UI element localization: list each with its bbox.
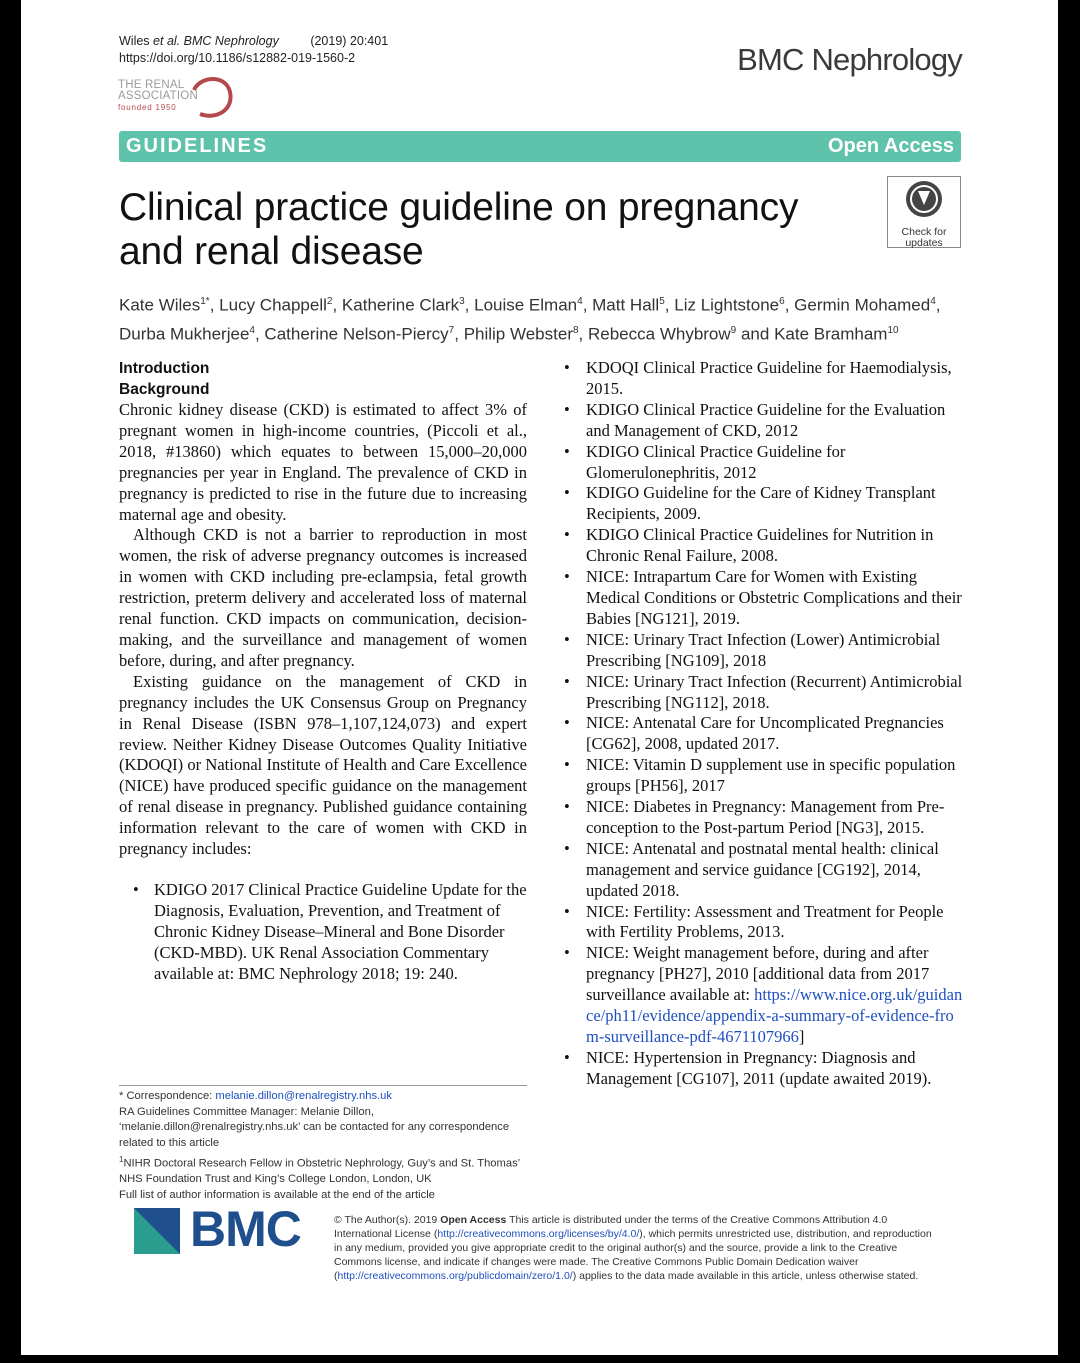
author[interactable]: Kate Wiles xyxy=(119,295,201,315)
guideline-list-right xyxy=(564,358,964,1090)
check-updates-line2: updates xyxy=(905,237,943,249)
list-item: • NICE: Urinary Tract Infection (Recurrent) Antimicrobial Prescribing [NG112], 2018. xyxy=(564,672,964,714)
citation-header xyxy=(119,33,388,67)
footnote-affiliation: NIHR Doctoral Research Fellow in Obstetric Nephrology, Guy’s and St. Thomas’ NHS Foundation Trust and King’s College London, London, UK xyxy=(119,1157,520,1186)
list-item: • KDIGO Clinical Practice Guideline for the Evaluation and Management of CKD, 2012 xyxy=(564,400,964,442)
author[interactable]: Lucy Chappell xyxy=(219,295,327,315)
author[interactable]: Germin Mohamed xyxy=(794,295,931,315)
author[interactable]: Philip Webster xyxy=(463,324,573,344)
renal-swoosh-icon xyxy=(188,76,238,122)
list-item: • KDIGO Clinical Practice Guideline for Glomerulonephritis, 2012 xyxy=(564,442,964,484)
license-text: © The Author(s). 2019 Open Access This article is distributed under the terms of the Creative Commons Attribution 4.0 International License (http://creativecommons.org/licenses/by/4.0/), which permits unrestricted use, distribution, and reproduction in any medium, provided you give appropriate credit to the original author(s) and the source, provide a link to the Creative Commons license, and indicate if changes were made. The Creative Commons Public Domain Dedication waiver (http://creativecommons.org/publicdomain/zero/1.0/) applies to the data made available in this article, unless otherwise stated. xyxy=(334,1214,932,1282)
list-item: • NICE: Antenatal and postnatal mental health: clinical management and service guidance [CG192], 2014, updated 2018. xyxy=(564,839,964,902)
citation-journal: BMC Nephrology xyxy=(183,34,279,48)
bmc-logo-text: BMC xyxy=(190,1201,301,1257)
author[interactable]: Kate Bramham xyxy=(774,324,888,344)
intro-body xyxy=(119,400,527,860)
list-item: • NICE: Urinary Tract Infection (Lower) Antimicrobial Prescribing [NG109], 2018 xyxy=(564,630,964,672)
society-line1: THE RENAL xyxy=(118,79,185,91)
author[interactable]: Liz Lightstone xyxy=(674,295,780,315)
citation-authors: Wiles xyxy=(119,34,150,48)
bmc-logo xyxy=(134,1201,301,1259)
bmc-logo-icon xyxy=(134,1208,180,1254)
author[interactable]: Catherine Nelson-Piercy xyxy=(264,324,449,344)
article-type: GUIDELINES xyxy=(126,135,269,157)
guideline-list-left xyxy=(119,880,527,985)
section-heading: Introduction xyxy=(119,360,210,377)
list-item: • KDIGO Clinical Practice Guidelines for Nutrition in Chronic Renal Failure, 2008. xyxy=(564,525,964,567)
list-item: • KDIGO 2017 Clinical Practice Guideline Update for the Diagnosis, Evaluation, Prevention, and Treatment of Chronic Kidney Disease–Mineral and Bone Disorder (CKD-MBD). UK Renal Association Commentary available at: BMC Nephrology 2018; 19: 240. xyxy=(119,880,527,985)
article-title: Clinical practice guideline on pregnancy and renal disease xyxy=(119,186,799,273)
citation-year: (2019) 20:401 xyxy=(310,34,389,48)
citation-etal: et al. xyxy=(153,34,181,48)
authors-and: and xyxy=(740,324,770,344)
author[interactable]: Durba Mukherjee xyxy=(119,324,250,344)
article-page xyxy=(21,0,1058,1355)
surveillance-link[interactable]: https://www.nice.org.uk/guidance/ph11/evidence/appendix-a-summary-of-evidence-from-surveillance-pdf-4671107966 xyxy=(586,985,963,1046)
list-item: • NICE: Diabetes in Pregnancy: Management from Pre-conception to the Post-partum Period [NG3], 2015. xyxy=(564,797,964,839)
journal-name: BMC Nephrology xyxy=(737,42,962,77)
list-item: • NICE: Vitamin D supplement use in specific population groups [PH56], 2017 xyxy=(564,755,964,797)
right-column xyxy=(564,358,964,1090)
license-link[interactable]: http://creativecommons.org/licenses/by/4.0/ xyxy=(437,1228,640,1240)
footnote-line: RA Guidelines Committee Manager: Melanie Dillon, ‘melanie.dillon@renalregistry.nhs.uk’ can be contacted for any correspondence related to this article xyxy=(119,1105,510,1150)
check-updates-line1: Check for xyxy=(901,226,947,238)
renal-association-logo xyxy=(118,80,198,114)
list-item: • KDOQI Clinical Practice Guideline for Haemodialysis, 2015. xyxy=(564,358,964,400)
society-line2: ASSOCIATION xyxy=(118,90,198,102)
paragraph: Although CKD is not a barrier to reproduction in most women, the risk of adverse pregnancy outcomes is increased in women with CKD including pre-eclampsia, fetal growth restriction, preterm delivery and accelerated loss of maternal renal function. CKD impacts on communication, decision-making, and the surveillance and management of women before, during, and after pregnancy. xyxy=(119,525,527,670)
footnote-full-list: Full list of author information is available at the end of the article xyxy=(119,1188,435,1201)
list-item: • NICE: Weight management before, during and after pregnancy [PH27], 2010 [additional data from 2017 surveillance available at: https://www.nice.org.uk/guidance/ph11/evidence/appendix-a-summary-of-evidence-from-surveillance-pdf-4671107966] xyxy=(564,943,964,1048)
check-for-updates-button[interactable] xyxy=(887,176,961,248)
footnotes: * Correspondence: melanie.dillon@renalregistry.nhs.uk RA Guidelines Committee Manager: Melanie Dillon, ‘melanie.dillon@renalregistry.nhs.uk’ can be contacted for any correspondence related to this article $^1$NIHR Doctoral Research Fellow in Obstetric Nephrology, Guy’s and St. Thomas’ NHS Foundation Trust and King’s College London, London, UK Full list of author information is available at the end of the article xyxy=(119,1085,527,1204)
society-line3: founded 1950 xyxy=(118,103,177,112)
author-list: Kate Wiles$^{1*}$, Lucy Chappell$^2$, Katherine Clark$^3$, Louise Elman$^4$, Matt Hall$^5$, Liz Lightstone$^6$, Germin Mohamed$^4$, Durba Mukherjee$^4$, Catherine Nelson-Piercy$^7$, Philip Webster$^8$, Rebecca Whybrow$^9$ and Kate Bramham$^{10}$ xyxy=(119,295,941,344)
correspondence-email[interactable]: melanie.dillon@renalregistry.nhs.uk xyxy=(215,1090,392,1102)
author[interactable]: Louise Elman xyxy=(474,295,578,315)
author[interactable]: Rebecca Whybrow xyxy=(588,324,731,344)
public-domain-link[interactable]: http://creativecommons.org/publicdomain/zero/1.0/ xyxy=(337,1270,573,1282)
subsection-heading: Background xyxy=(119,381,210,398)
paragraph: Existing guidance on the management of CKD in pregnancy includes the UK Consensus Group on Pregnancy in Renal Disease (ISBN 978–1,107,124,073) and expert review. Neither Kidney Disease Outcomes Quality Initiative (KDOQI) or National Institute of Health and Care Excellence (NICE) have produced specific guidance on the management of renal disease in pregnancy. Published guidance containing information relevant to the care of women with CKD in pregnancy includes: xyxy=(119,671,527,859)
list-item: • NICE: Hypertension in Pregnancy: Diagnosis and Management [CG107], 2011 (update awaited 2019). xyxy=(564,1048,964,1090)
author[interactable]: Katherine Clark xyxy=(341,295,460,315)
list-item: • NICE: Fertility: Assessment and Treatment for People with Fertility Problems, 2013. xyxy=(564,902,964,944)
list-item: • NICE: Antenatal Care for Uncomplicated Pregnancies [CG62], 2008, updated 2017. xyxy=(564,713,964,755)
open-access-label: Open Access xyxy=(828,135,954,157)
list-item: • NICE: Intrapartum Care for Women with Existing Medical Conditions or Obstetric Complications and their Babies [NG121], 2019. xyxy=(564,567,964,630)
list-item: • KDIGO Guideline for the Care of Kidney Transplant Recipients, 2009. xyxy=(564,483,964,525)
check-updates-icon xyxy=(904,179,944,219)
article-type-banner xyxy=(119,131,961,162)
left-column xyxy=(119,358,527,984)
author[interactable]: Matt Hall xyxy=(592,295,660,315)
doi-link[interactable]: https://doi.org/10.1186/s12882-019-1560-2 xyxy=(119,51,356,65)
paragraph: Chronic kidney disease (CKD) is estimated to affect 3% of pregnant women in high-income countries, (Piccoli et al., 2018, #13860) which equates to between 15,000–20,000 pregnancies per year in England. The prevalence of CKD in pregnancy is predicted to rise in the future due to increasing maternal age and obesity. xyxy=(119,400,527,524)
